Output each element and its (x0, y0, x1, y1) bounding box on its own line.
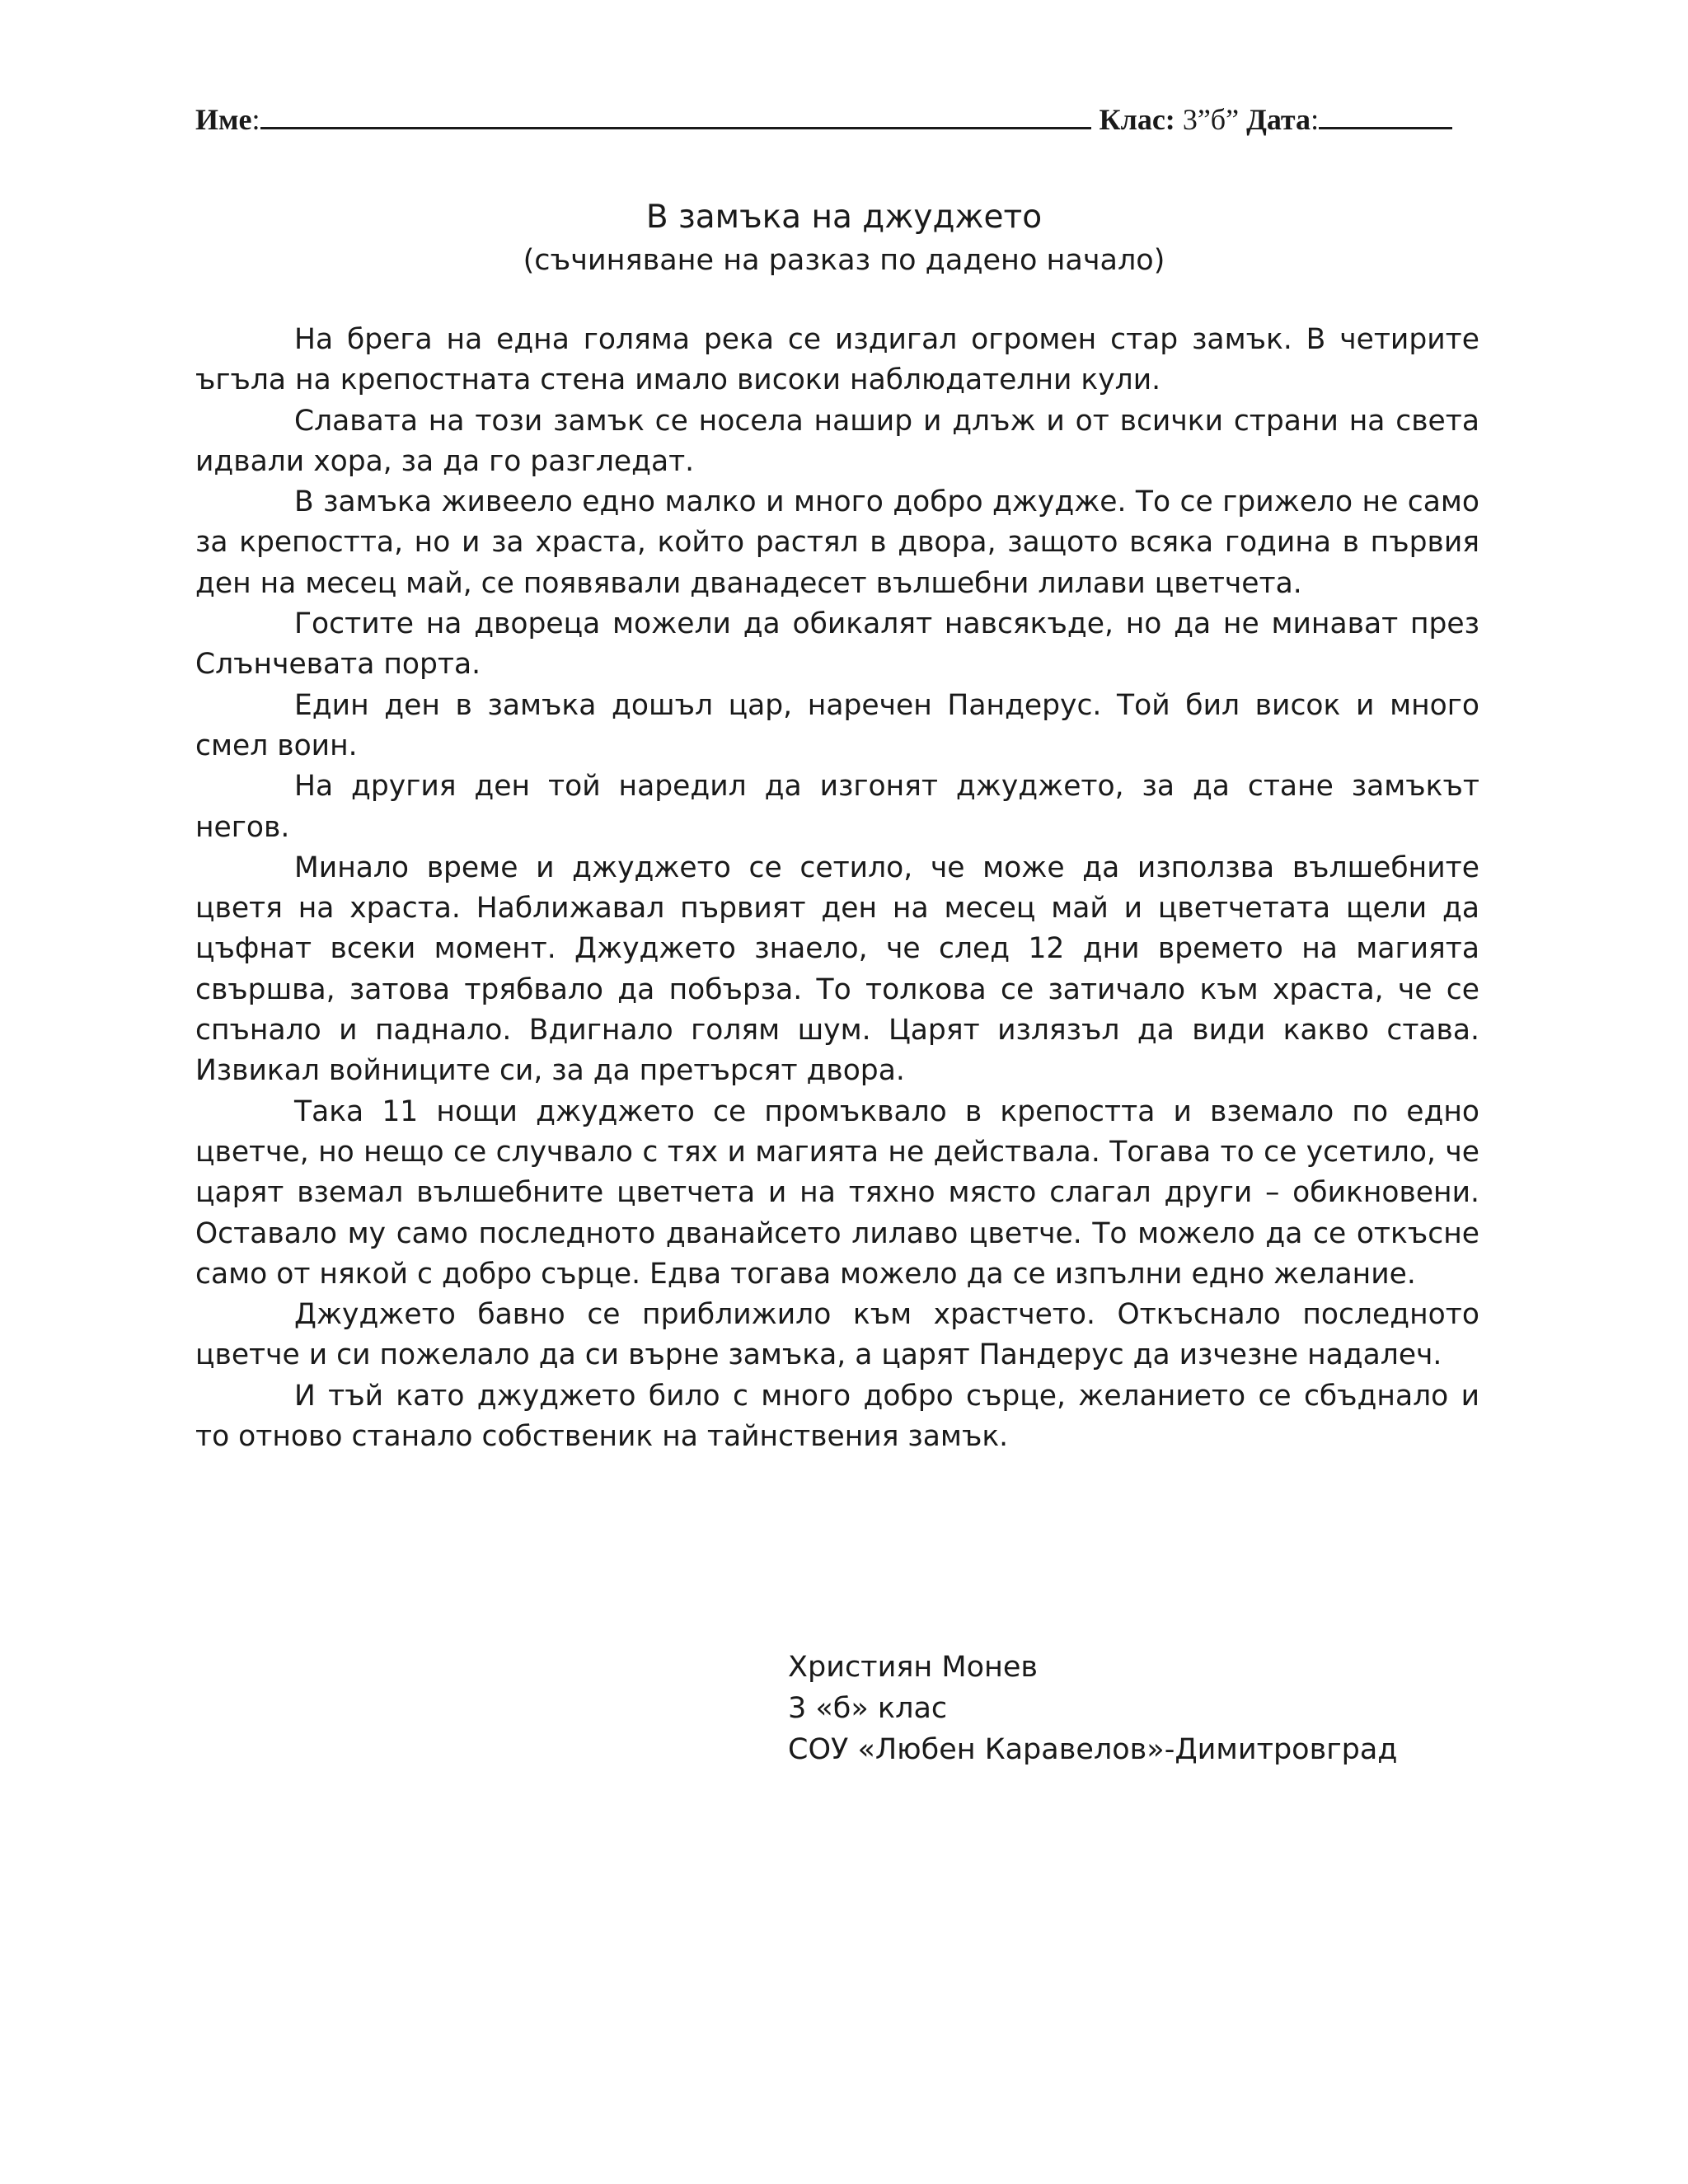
story-paragraph: И тъй като джуджето било с много добро сърце, желанието се сбъднало и то отново станало собственик на тайнствения замък. (195, 1379, 1479, 1454)
date-colon: : (1311, 103, 1320, 136)
story-paragraph: Славата на този замък се носела нашир и длъж и от всички страни на света идвали хора, за да го разгледат. (195, 404, 1479, 478)
author-class: 3 «б» клас (788, 1692, 948, 1725)
date-blank-line (1319, 97, 1452, 129)
story-subtitle: (съчиняване на разказ по дадено начало) (523, 244, 1165, 277)
class-label: Клас: (1099, 103, 1175, 136)
story-paragraph: На другия ден той наредил да изгонят джуджето, за да стане замъкът негов. (195, 770, 1479, 844)
story-paragraph: Така 11 нощи джуджето се промъквало в крепостта и вземало по едно цветче, но нещо се случвало с тях и магията не действала. Тогава то се усетило, че царят вземал вълшебните цветчета и на тяхно място слагал други – обикновени. Оставало му само последното дванайсето лилаво цветче. То можело да се откъсне само от някой с добро сърце. Едва тогава можело да се изпълни едно желание. (195, 1094, 1479, 1291)
name-blank-line (260, 97, 1091, 129)
name-colon: : (251, 103, 260, 136)
date-label: Дата (1246, 103, 1311, 136)
author-school: СОУ «Любен Каравелов»-Димитровград (788, 1733, 1398, 1766)
author-name: Християн Монев (788, 1651, 1039, 1684)
worksheet-header (195, 97, 1481, 138)
story-paragraph: Гостите на двореца можели да обикалят навсякъде, но да не минават през Слънчевата порта. (195, 607, 1479, 682)
story-paragraph: Един ден в замъка дошъл цар, наречен Пандерус. Той бил висок и много смел воин. (195, 688, 1479, 762)
class-value: 3”б” (1182, 103, 1240, 136)
name-label: Име (195, 103, 252, 136)
story-body (195, 320, 1479, 1457)
story-paragraph: В замъка живеело едно малко и много добро джудже. То се грижело не само за крепостта, но и за храста, който растял в двора, защото всяка година в първия ден на месец май, се появявали дванадесет вълшебни лилави цветчета. (195, 485, 1479, 600)
author-signature (788, 1647, 1397, 1770)
story-title: В замъка на джуджето (645, 199, 1043, 236)
story-paragraph: На брега на една голяма река се издигал огромен стар замък. В четирите ъгъла на крепостната стена имало високи наблюдателни кули. (195, 323, 1479, 397)
story-paragraph: Джуджето бавно се приближило към храстчето. Откъснало последното цветче и си пожелало да си върне замъка, а царят Пандерус да изчезне надалеч. (195, 1298, 1479, 1372)
story-paragraph: Минало време и джуджето се сетило, че може да използва вълшебните цветя на храста. Наближавал първият ден на месец май и цветчетата щели да цъфнат всеки момент. Джуджето знаело, че след 12 дни времето на магията свършва, затова трябвало да побърза. То толкова се затичало към храста, че се спънало и паднало. Вдигнало голям шум. Царят излязъл да види какво става. Извикал войниците си, за да претърсят двора. (195, 851, 1479, 1088)
